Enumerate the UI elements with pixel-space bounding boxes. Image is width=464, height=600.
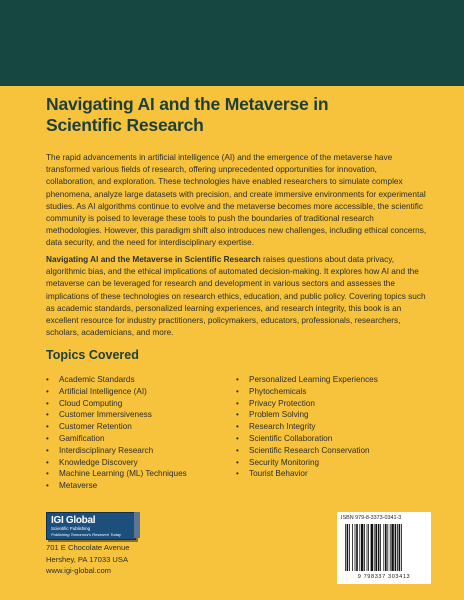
topic-item: • Personalized Learning Experiences <box>236 375 378 384</box>
bullet-icon: • <box>236 410 239 420</box>
bullet-icon: • <box>46 481 49 491</box>
paragraph-2-text: raises questions about data privacy, algorithmic bias, and the ethical implications of automated decision-making. It explores how AI and the metaverse can be leveraged for research and development in various sectors and assesses the implications of these technologies on research ethics, education, and public policy. Covering topics such as academic standards, personalized learning experiences, and research integrity, this book is an excellent resource for industry practitioners, policymakers, educators, professionals, researchers, scholars, academicians, and more. <box>46 255 426 338</box>
bullet-icon: • <box>46 457 49 467</box>
description-paragraph-1: The rapid advancements in artificial intelligence (AI) and the emergence of the metaverse have transformed various fields of research, offering unprecedented opportunities for innovation, collaboration, and exploration. These technologies have enabled researchers to simulate complex phenomena, analyze large datasets with precision, and create immersive environments for experimental studies. As AI algorithms continue to evolve and the metaverse becomes more accessible, the scientific community is poised to leverage these tools to push the boundaries of traditional research methodologies. However, this paradigm shift also introduces new challenges, including ethical concerns, data security, and the need for interdisciplinary expertise. <box>46 153 427 248</box>
barcode-bar <box>385 524 387 571</box>
topic-item: • Artificial Intelligence (AI) <box>46 386 147 396</box>
bullet-icon: • <box>236 422 239 432</box>
bullet-icon: • <box>46 422 49 432</box>
bullet-icon: • <box>46 469 49 479</box>
barcode-bar <box>391 524 393 571</box>
bullet-icon: • <box>236 457 239 467</box>
bullet-icon: • <box>46 386 49 396</box>
barcode-bar <box>390 524 391 571</box>
bullet-icon: • <box>236 386 239 396</box>
barcode-bar <box>383 524 384 571</box>
book-title: Navigating AI and the Metaverse in Scientific Research <box>46 94 329 135</box>
barcode-bar <box>371 524 373 571</box>
bullet-icon: • <box>236 433 239 443</box>
publisher-logo <box>46 512 136 540</box>
bullet-icon: • <box>236 398 239 408</box>
barcode-bar <box>375 524 377 571</box>
bullet-icon: • <box>236 445 239 455</box>
topic-item: • Research Integrity <box>236 422 316 432</box>
topic-item: • Interdisciplinary Research <box>46 445 154 455</box>
barcode-bar <box>367 524 368 571</box>
topics-list-right <box>236 374 378 480</box>
barcode-bar <box>352 524 353 571</box>
address-street: 701 E Chocolate Avenue <box>46 543 130 552</box>
topic-item: • Customer Immersiveness <box>46 410 152 420</box>
topic-item: • Customer Retention <box>46 422 132 432</box>
barcode-bar <box>364 524 365 571</box>
barcode-bar <box>356 524 358 571</box>
bullet-icon: • <box>46 410 49 420</box>
topic-item: • Tourist Behavior <box>236 469 308 479</box>
barcode-bar <box>368 524 369 571</box>
bullet-icon: • <box>46 433 49 443</box>
barcode-bar <box>355 524 356 571</box>
barcode-bar <box>361 524 363 571</box>
barcode-bar <box>359 524 360 571</box>
bullet-icon: • <box>46 445 49 455</box>
topics-list-left <box>46 374 187 492</box>
publisher-address <box>46 542 129 577</box>
barcode-bar <box>345 524 346 571</box>
barcode-bar <box>378 524 380 571</box>
barcode-bar <box>401 524 402 571</box>
barcode-bar <box>374 524 375 571</box>
barcode-bar <box>380 524 381 571</box>
bullet-icon: • <box>46 375 49 384</box>
logo-name: IGI Global <box>51 515 96 526</box>
topic-item: • Machine Learning (ML) Techniques <box>46 469 187 479</box>
barcode-bar <box>399 524 401 571</box>
barcode-bar <box>395 524 397 571</box>
barcode-bar <box>347 524 349 571</box>
topic-item: • Problem Solving <box>236 410 309 420</box>
barcode-box <box>337 512 431 584</box>
barcode-icon <box>345 524 425 571</box>
topic-item: • Gamification <box>46 433 105 443</box>
topic-item: • Security Monitoring <box>236 457 320 467</box>
address-city: Hershey, PA 17033 USA <box>46 554 129 564</box>
description-paragraph-2 <box>46 254 428 339</box>
barcode-bar <box>387 524 388 571</box>
top-color-band <box>0 0 464 86</box>
logo-accent-block <box>134 512 140 538</box>
logo-subtitle: Scientific Publishing <box>51 526 91 531</box>
bullet-icon: • <box>236 375 239 384</box>
topics-heading: Topics Covered <box>46 348 139 362</box>
barcode-bar <box>349 524 350 571</box>
bullet-icon: • <box>46 398 49 408</box>
topic-item: • Cloud Computing <box>46 398 123 408</box>
barcode-number: 9 798337 303413 <box>357 574 411 580</box>
topic-item: • Scientific Collaboration <box>236 433 333 443</box>
logo-tagline: Publishing Tomorrow's Research Today <box>51 532 122 537</box>
publisher-website: www.igi-global.com <box>46 566 111 576</box>
topic-item: • Scientific Research Conservation <box>236 445 370 455</box>
topic-item: • Privacy Protection <box>236 398 315 408</box>
topic-item: • Academic Standards <box>46 375 135 384</box>
topic-item: • Knowledge Discovery <box>46 457 138 467</box>
barcode-bar <box>397 524 398 571</box>
bullet-icon: • <box>236 469 239 479</box>
paragraph-2-bold-title: Navigating AI and the Metaverse in Scientific Research <box>46 255 261 264</box>
topic-item: • Phytochemicals <box>236 386 307 396</box>
isbn-label: ISBN 979-8-3373-0341-3 <box>341 515 402 521</box>
topic-item: • Metaverse <box>46 481 98 491</box>
